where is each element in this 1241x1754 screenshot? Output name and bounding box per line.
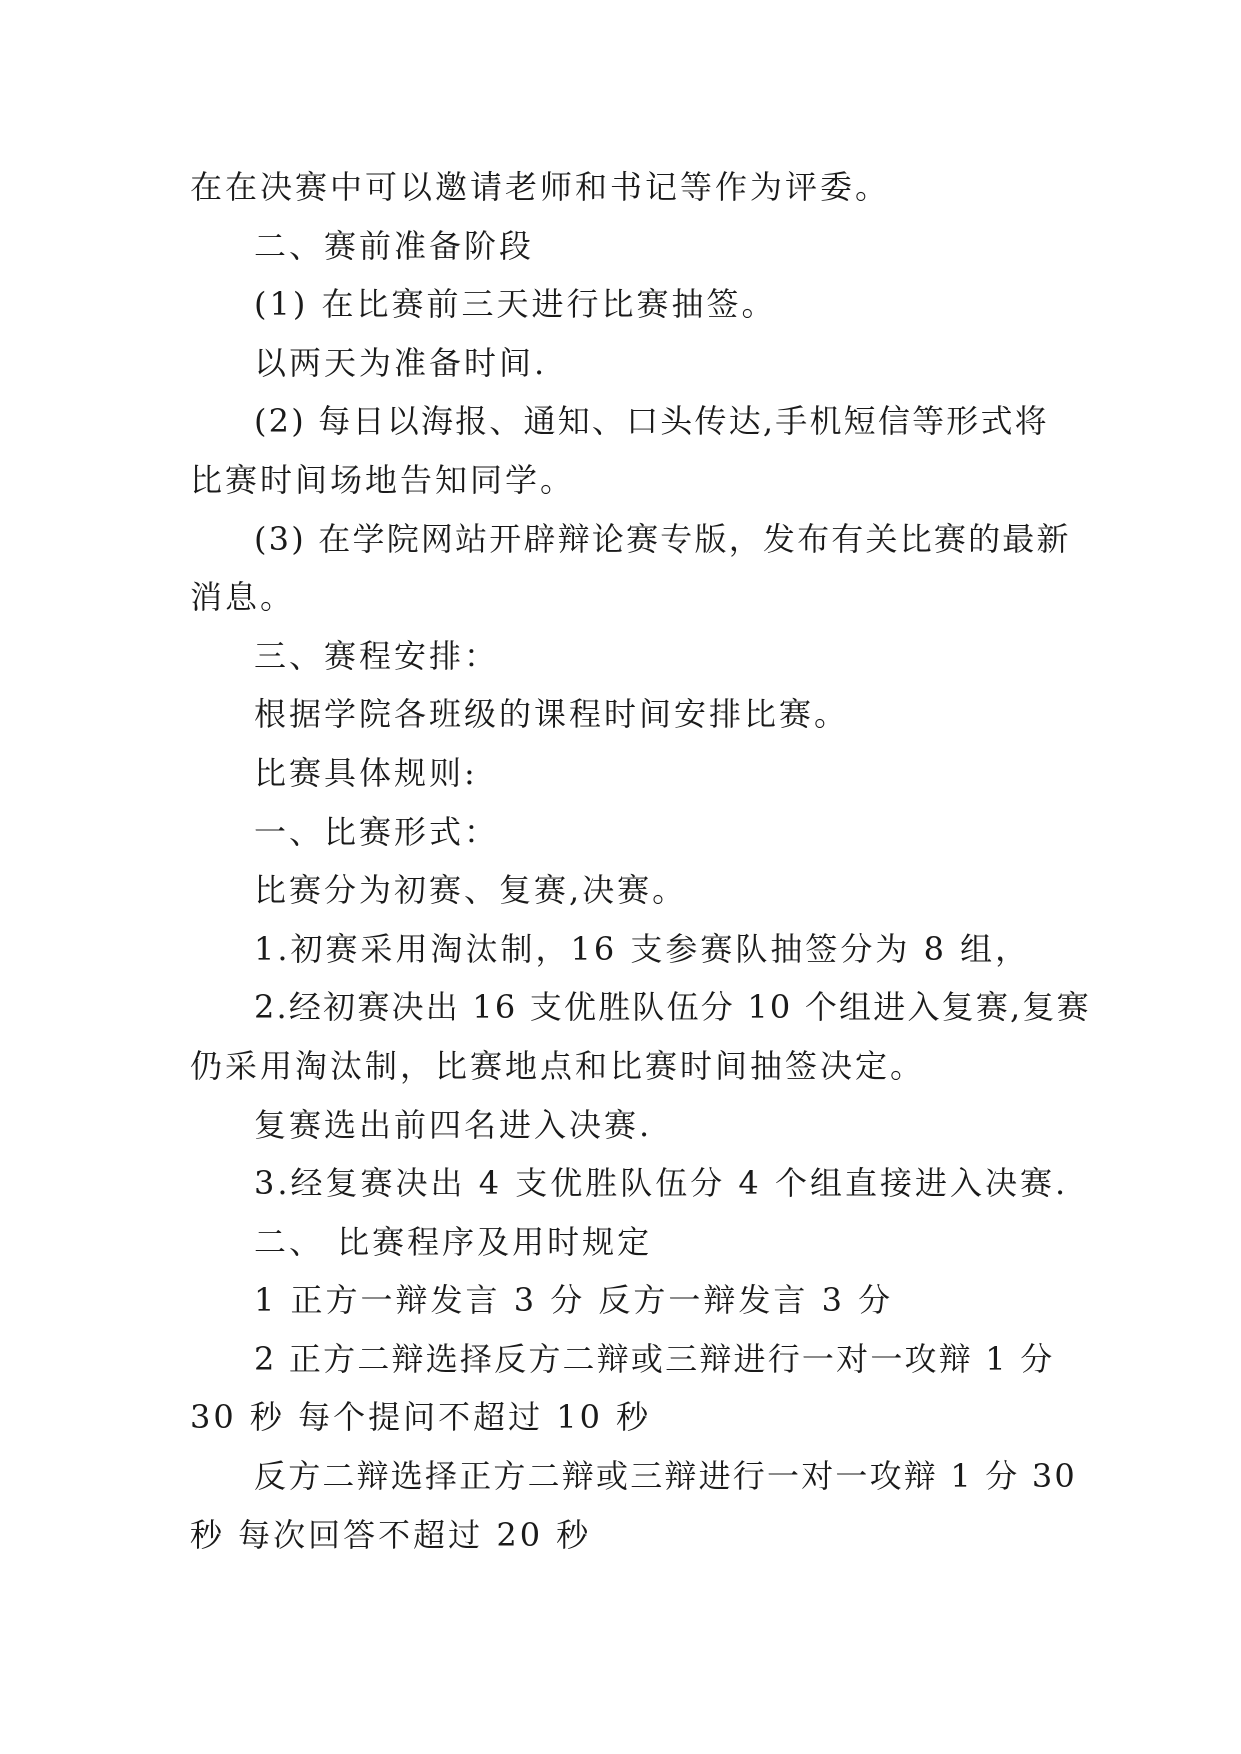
text-line: 秒 每次回答不超过 20 秒 <box>190 1515 592 1554</box>
text-line: 仍采用淘汰制，比赛地点和比赛时间抽签决定。 <box>190 1046 926 1085</box>
text-line: 比赛分为初赛、复赛,决赛。 <box>254 871 688 910</box>
text-line: (3) 在学院网站开辟辩论赛专版，发布有关比赛的最新 <box>254 519 1071 558</box>
text-line: 反方二辩选择正方二辩或三辩进行一对一攻辩 1 分 30 <box>254 1457 1077 1496</box>
text-line: (2) 每日以海报、通知、口头传达,手机短信等形式将 <box>254 402 1049 441</box>
section-heading: 一、比赛形式： <box>254 812 500 851</box>
text-line: 以两天为准备时间. <box>254 343 548 382</box>
text-line: 30 秒 每个提问不超过 10 秒 <box>190 1398 652 1437</box>
text-line: 1.初赛采用淘汰制，16 支参赛队抽签分为 8 组， <box>254 929 1031 968</box>
text-line: 根据学院各班级的课程时间安排比赛。 <box>254 695 850 734</box>
text-line: 在在决赛中可以邀请老师和书记等作为评委。 <box>190 168 891 206</box>
text-line: 比赛时间场地告知同学。 <box>190 460 576 499</box>
text-line: (1) 在比赛前三天进行比赛抽签。 <box>254 285 777 324</box>
section-heading: 比赛具体规则: <box>254 753 478 792</box>
section-heading: 二、 比赛程序及用时规定 <box>254 1222 653 1261</box>
text-line: 复赛选出前四名进入决赛. <box>254 1105 653 1144</box>
text-line: 1 正方一辩发言 3 分 反方一辩发言 3 分 <box>254 1281 894 1320</box>
text-line: 2 正方二辩选择反方二辩或三辩进行一对一攻辩 1 分 <box>254 1339 1055 1378</box>
section-heading: 三、赛程安排： <box>254 636 500 675</box>
section-heading: 二、赛前准备阶段 <box>254 226 535 265</box>
document-body <box>190 158 1091 1564</box>
text-line: 消息。 <box>190 578 296 617</box>
text-line: 3.经复赛决出 4 支优胜队伍分 4 个组直接进入决赛. <box>254 1164 1069 1203</box>
text-line: 2.经初赛决出 16 支优胜队伍分 10 个组进入复赛,复赛 <box>254 988 1091 1027</box>
